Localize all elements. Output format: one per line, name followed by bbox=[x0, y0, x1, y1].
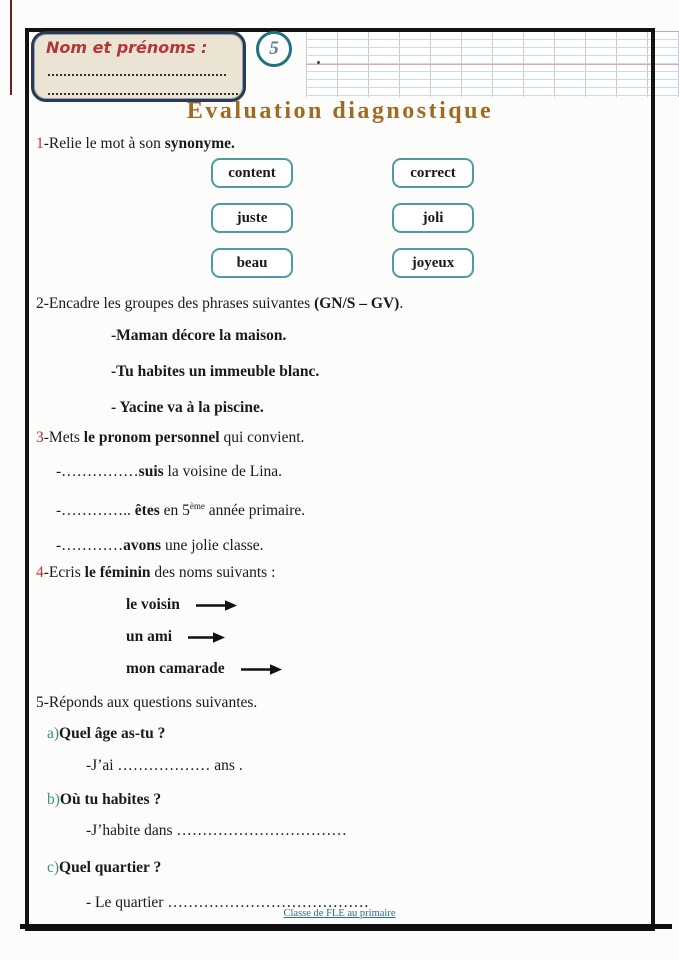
fill-dots: -…………… bbox=[56, 463, 139, 481]
question-2-number: 2 bbox=[36, 295, 44, 312]
question-2-bold-text: (GN/S – GV) bbox=[314, 295, 400, 312]
word-box: content bbox=[211, 158, 293, 188]
line-text: année primaire. bbox=[204, 502, 306, 520]
question-4-text-post: des noms suivants : bbox=[150, 564, 276, 582]
question-4-number: 4 bbox=[36, 564, 44, 582]
answer-line: -J’habite dans …………………………… bbox=[86, 822, 347, 840]
question-3-text: -Mets bbox=[43, 429, 84, 446]
question-4-text: -Ecris bbox=[43, 564, 85, 582]
word-box: joyeux bbox=[392, 248, 474, 278]
question-1-text: -Relie le mot à son bbox=[43, 135, 165, 152]
feminine-item bbox=[126, 657, 651, 681]
line-text: la voisine de Lina. bbox=[163, 463, 283, 481]
footer-text: Classe de FLE au primaire bbox=[283, 908, 396, 919]
sub-question-letter: b) bbox=[47, 791, 60, 809]
sub-question-text: Où tu habites ? bbox=[59, 791, 162, 809]
scan-artifact-line bbox=[10, 0, 12, 95]
arrow-right-icon bbox=[194, 599, 238, 612]
synonym-right-column bbox=[392, 158, 474, 293]
question-3-heading bbox=[36, 428, 651, 448]
page-title: Evaluation diagnostique bbox=[186, 98, 494, 124]
fill-dots: -………….. bbox=[56, 502, 135, 520]
masculine-noun: le voisin bbox=[126, 596, 180, 614]
synonym-left-column bbox=[211, 158, 293, 293]
level-badge-number: 5 bbox=[269, 38, 279, 59]
sub-question-a bbox=[47, 723, 651, 745]
sub-question-b bbox=[47, 789, 651, 811]
question-2-text: -Encadre les groupes des phrases suivantes bbox=[43, 295, 315, 312]
arrow-right-icon bbox=[239, 663, 283, 676]
sub-question-letter: a) bbox=[47, 725, 60, 743]
pronoun-fill-line bbox=[56, 495, 651, 522]
answer-line: -J’ai ……………… ans . bbox=[86, 757, 243, 775]
verb-bold: êtes bbox=[134, 502, 160, 520]
question-5-heading bbox=[36, 693, 651, 713]
feminine-item bbox=[126, 625, 651, 649]
pronoun-fill-line bbox=[56, 456, 651, 483]
question-3-text-post: qui convient. bbox=[219, 429, 305, 446]
masculine-noun: mon camarade bbox=[126, 660, 225, 678]
sub-question-c bbox=[47, 857, 651, 879]
question-5-number: 5 bbox=[36, 694, 44, 712]
sentence-item: - Yacine va à la piscine. bbox=[111, 399, 264, 416]
line-text: en 5 bbox=[159, 502, 190, 520]
word-box: juste bbox=[211, 203, 293, 233]
question-2-text-post: . bbox=[399, 295, 404, 312]
word-box: beau bbox=[211, 248, 293, 278]
question-2-heading bbox=[36, 294, 651, 314]
verb-bold: avons bbox=[123, 537, 162, 555]
sentence-item: -Tu habites un immeuble blanc. bbox=[111, 363, 320, 380]
worksheet-content bbox=[29, 32, 651, 914]
question-1-heading bbox=[36, 134, 651, 154]
question-1-number: 1 bbox=[36, 135, 44, 152]
question-3-bold-text: le pronom personnel bbox=[83, 429, 220, 446]
question-5-text: -Réponds aux questions suivantes. bbox=[43, 694, 258, 712]
answer-line: - Le quartier ………………………………… bbox=[86, 894, 369, 912]
question-3-number: 3 bbox=[36, 429, 44, 446]
bottom-border-line bbox=[20, 924, 672, 929]
sentence-item: -Maman décore la maison. bbox=[111, 327, 287, 344]
word-box: correct bbox=[392, 158, 474, 188]
question-1-bold-text: synonyme. bbox=[164, 135, 235, 152]
question-4-bold-text: le féminin bbox=[84, 564, 151, 582]
verb-bold: suis bbox=[138, 463, 164, 481]
sub-question-text: Quel quartier ? bbox=[59, 859, 162, 877]
pronoun-fill-line bbox=[56, 530, 651, 557]
masculine-noun: un ami bbox=[126, 628, 173, 646]
synonym-matching-area bbox=[29, 158, 651, 288]
sub-question-text: Quel âge as-tu ? bbox=[59, 725, 166, 743]
sub-question-letter: c) bbox=[47, 859, 60, 877]
question-4-heading bbox=[36, 563, 651, 583]
word-box: joli bbox=[392, 203, 474, 233]
name-label: Nom et prénoms : bbox=[46, 38, 208, 57]
arrow-right-icon bbox=[186, 631, 226, 644]
feminine-item bbox=[126, 593, 651, 617]
superscript: ème bbox=[189, 501, 205, 512]
line-text: une jolie classe. bbox=[161, 537, 264, 555]
fill-dots: -………… bbox=[56, 537, 124, 555]
